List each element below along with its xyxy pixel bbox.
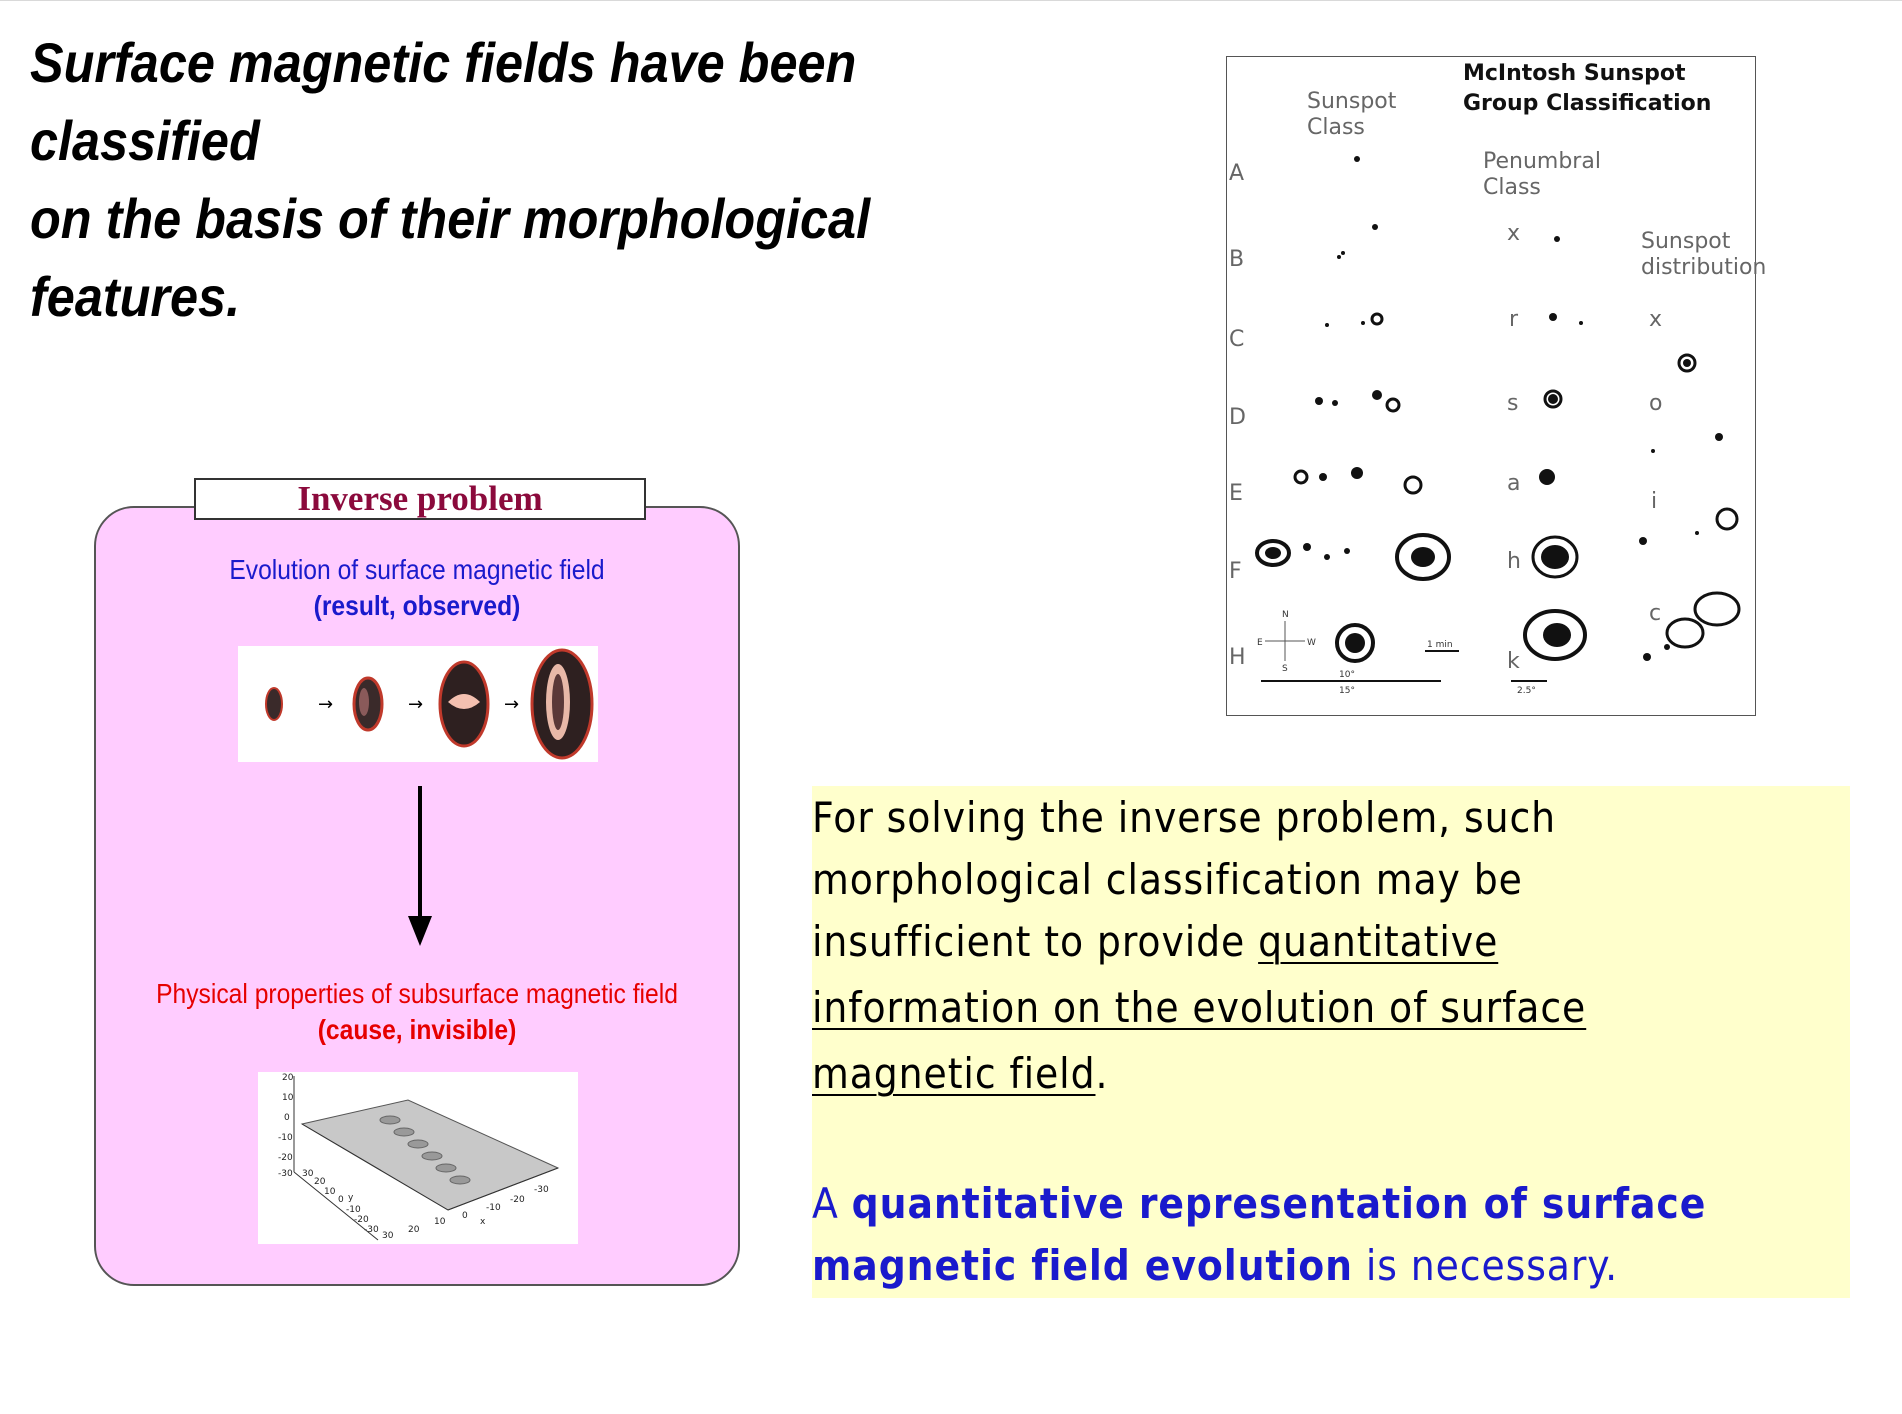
class-row-label: A bbox=[1229, 161, 1245, 186]
axis-tick: 10 bbox=[282, 1093, 294, 1103]
axis-tick: -20 bbox=[510, 1195, 525, 1205]
scale-label: 2.5° bbox=[1517, 686, 1536, 696]
compass-label: S bbox=[1282, 664, 1288, 674]
title-line: Surface magnetic fields have been classified bbox=[30, 31, 857, 172]
note-underlined-text: quantitative bbox=[1258, 917, 1499, 966]
inverse-problem-heading: Inverse problem bbox=[194, 478, 646, 520]
class-row-label: H bbox=[1229, 645, 1246, 670]
evolution-arrow-2: → bbox=[408, 694, 424, 715]
subsurface-field-3d-plot bbox=[258, 1072, 578, 1244]
penumbral-class-label: x bbox=[1507, 221, 1521, 246]
cause-arrow-icon bbox=[400, 786, 440, 946]
note-emphasis: magnetic field evolution bbox=[812, 1241, 1353, 1290]
axis-tick: -20 bbox=[278, 1153, 293, 1163]
compass-label: N bbox=[1282, 610, 1289, 620]
title-line: features. bbox=[30, 265, 241, 328]
evolution-arrow-1: → bbox=[318, 694, 334, 715]
class-row-label: F bbox=[1229, 559, 1242, 584]
top-border-line bbox=[0, 0, 1902, 1]
note-line bbox=[812, 984, 1586, 1032]
observed-sublabel: (result, observed) bbox=[313, 590, 521, 621]
axis-tick: 0 bbox=[338, 1195, 344, 1205]
title-line: on the basis of their morphological bbox=[30, 187, 871, 250]
penumbral-class-header: Class bbox=[1483, 175, 1541, 200]
axis-letter: y bbox=[348, 1193, 354, 1203]
axis-letter: x bbox=[480, 1217, 486, 1227]
scale-label: 10° bbox=[1339, 670, 1355, 680]
note-text: A bbox=[812, 1179, 852, 1228]
axis-tick: 20 bbox=[282, 1073, 294, 1083]
distribution-class-label: c bbox=[1649, 601, 1662, 626]
surface-field-evolution-figure bbox=[238, 646, 598, 762]
penumbral-class-label: h bbox=[1507, 549, 1521, 574]
class-row-label: B bbox=[1229, 247, 1245, 272]
axis-tick: -10 bbox=[346, 1205, 361, 1215]
distribution-header: Sunspot bbox=[1641, 229, 1731, 254]
penumbral-class-label: a bbox=[1507, 471, 1521, 496]
observed-label: Evolution of surface magnetic field bbox=[229, 554, 605, 585]
note-underlined-text: magnetic field bbox=[812, 1049, 1096, 1098]
penumbral-class-header: Penumbral bbox=[1483, 149, 1601, 174]
axis-tick: 30 bbox=[302, 1169, 314, 1179]
penumbral-class-label: r bbox=[1509, 307, 1519, 332]
class-row-label: C bbox=[1229, 327, 1245, 352]
axis-tick: 0 bbox=[284, 1113, 290, 1123]
axis-tick: -30 bbox=[364, 1225, 379, 1235]
axis-tick: 30 bbox=[382, 1231, 394, 1241]
note-line bbox=[812, 918, 1498, 966]
penumbral-class-label: s bbox=[1507, 391, 1519, 416]
sunspot-class-header: Class bbox=[1307, 115, 1365, 140]
sunspot-class-header: Sunspot bbox=[1307, 89, 1397, 114]
cause-label: Physical properties of subsurface magnetic field bbox=[156, 978, 678, 1009]
axis-tick: 0 bbox=[462, 1211, 468, 1221]
class-row-label: D bbox=[1229, 405, 1246, 430]
axis-tick: -30 bbox=[278, 1169, 293, 1179]
class-row-label: E bbox=[1229, 481, 1243, 506]
page-title bbox=[30, 24, 1092, 336]
compass-label: E bbox=[1257, 638, 1263, 648]
distribution-header: distribution bbox=[1641, 255, 1767, 280]
note-line bbox=[812, 1242, 1618, 1290]
axis-tick: -10 bbox=[486, 1203, 501, 1213]
axis-tick: -10 bbox=[278, 1133, 293, 1143]
cause-sublabel: (cause, invisible) bbox=[317, 1014, 517, 1045]
note-emphasis: quantitative representation of surface bbox=[851, 1179, 1707, 1228]
distribution-class-label: i bbox=[1651, 489, 1658, 514]
note-text: is necessary. bbox=[1352, 1241, 1619, 1290]
note-line bbox=[812, 1050, 1108, 1098]
penumbral-class-label: k bbox=[1507, 649, 1520, 674]
mcintosh-classification-figure bbox=[1226, 56, 1767, 716]
scale-label: 15° bbox=[1339, 686, 1355, 696]
note-line: morphological classification may be bbox=[812, 855, 1523, 904]
note-text: insufficient to provide bbox=[812, 917, 1259, 966]
axis-tick: -20 bbox=[354, 1215, 369, 1225]
note-line: For solving the inverse problem, such bbox=[812, 793, 1557, 842]
sunspot-sketches bbox=[1227, 57, 1755, 715]
axis-tick: 20 bbox=[314, 1177, 326, 1187]
axis-tick: 10 bbox=[324, 1187, 336, 1197]
mcintosh-heading-line1: McIntosh Sunspot bbox=[1463, 61, 1686, 86]
evolution-arrow-3: → bbox=[504, 694, 520, 715]
scale-label: 1 min bbox=[1427, 640, 1453, 650]
note-underlined-text: information on the evolution of surface bbox=[812, 983, 1587, 1032]
compass-label: W bbox=[1307, 638, 1316, 648]
mcintosh-heading-line2: Group Classification bbox=[1463, 91, 1712, 116]
axis-tick: 10 bbox=[434, 1217, 446, 1227]
distribution-class-label: x bbox=[1649, 307, 1663, 332]
axis-tick: -30 bbox=[534, 1185, 549, 1195]
note-line bbox=[812, 1180, 1706, 1228]
axis-tick: 20 bbox=[408, 1225, 420, 1235]
distribution-class-label: o bbox=[1649, 391, 1663, 416]
note-text: . bbox=[1095, 1049, 1109, 1098]
